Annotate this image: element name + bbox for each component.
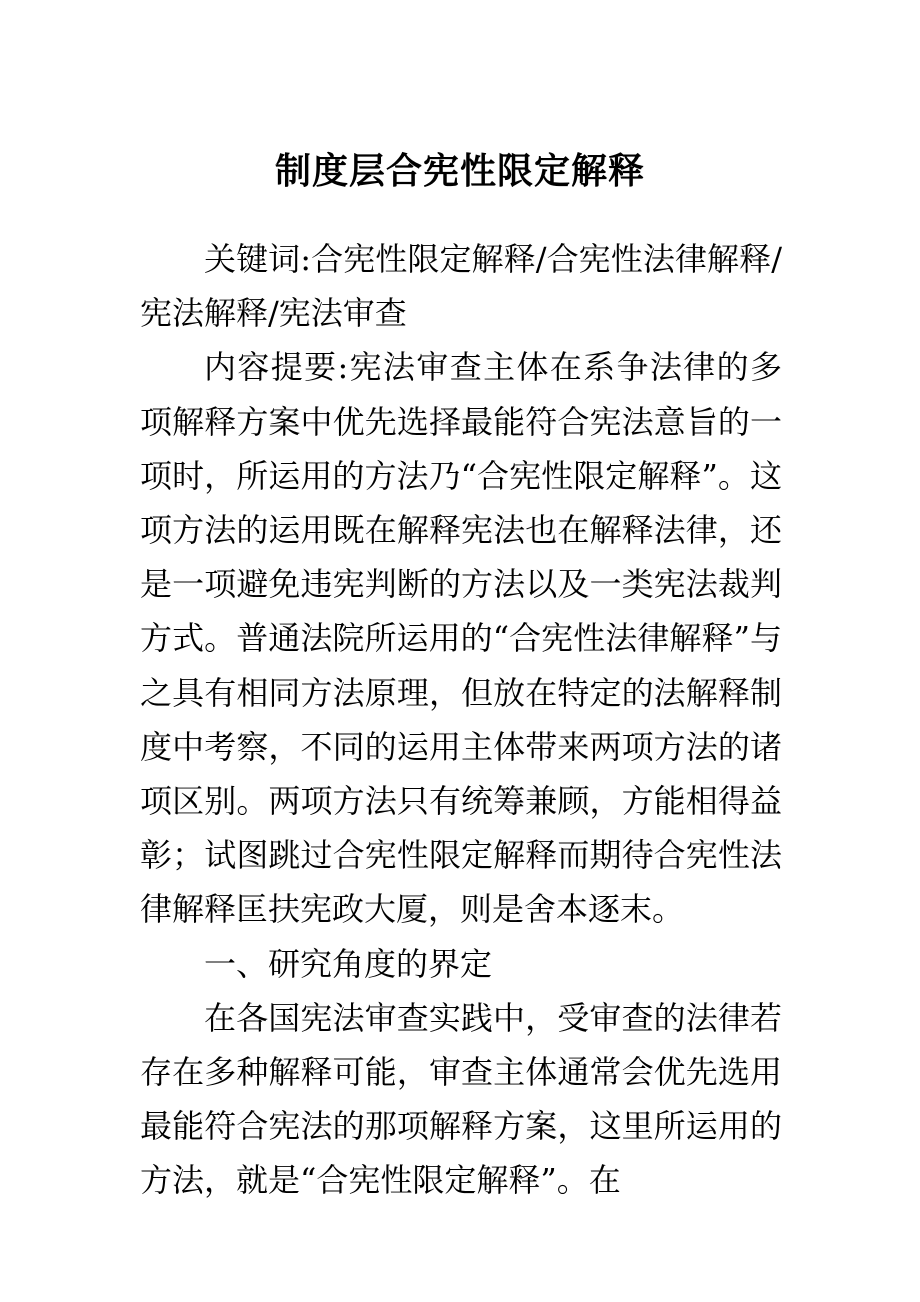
section-heading: 一、研究角度的界定 bbox=[204, 944, 493, 983]
abstract-paragraph: 内容提要:宪法审查主体在系争法律的多项解释方案中优先选择最能符合宪法意旨的一项时，所运用的方法乃“合宪性限定解释”。这项方法的运用既在解释宪法也在解释法律，还是一项避免违宪判断的方法以及一类宪法裁判方式。普通法院所运用的“合宪性法律解释”与之具有相同方法原理，但放在特定的法解释制度中考察，不同的运用主体带来两项方法的诸项区别。两项方法只有统筹兼顾，方能相得益彰；试图跳过合宪性限定解释而期待合宪性法律解释匡扶宪政大厦，则是舍本逐末。 bbox=[140, 348, 782, 929]
document-body bbox=[140, 232, 782, 1208]
document-title: 制度层合宪性限定解释 bbox=[274, 151, 645, 193]
body-paragraph: 在各国宪法审查实践中，受审查的法律若存在多种解释可能，审查主体通常会优先选用最能符合宪法的那项解释方案，这里所运用的方法，就是“合宪性限定解释”。在 bbox=[140, 998, 782, 1200]
keywords-paragraph: 关键词:合宪性限定解释/合宪性法律解释/宪法解释/宪法审查 bbox=[140, 240, 782, 333]
